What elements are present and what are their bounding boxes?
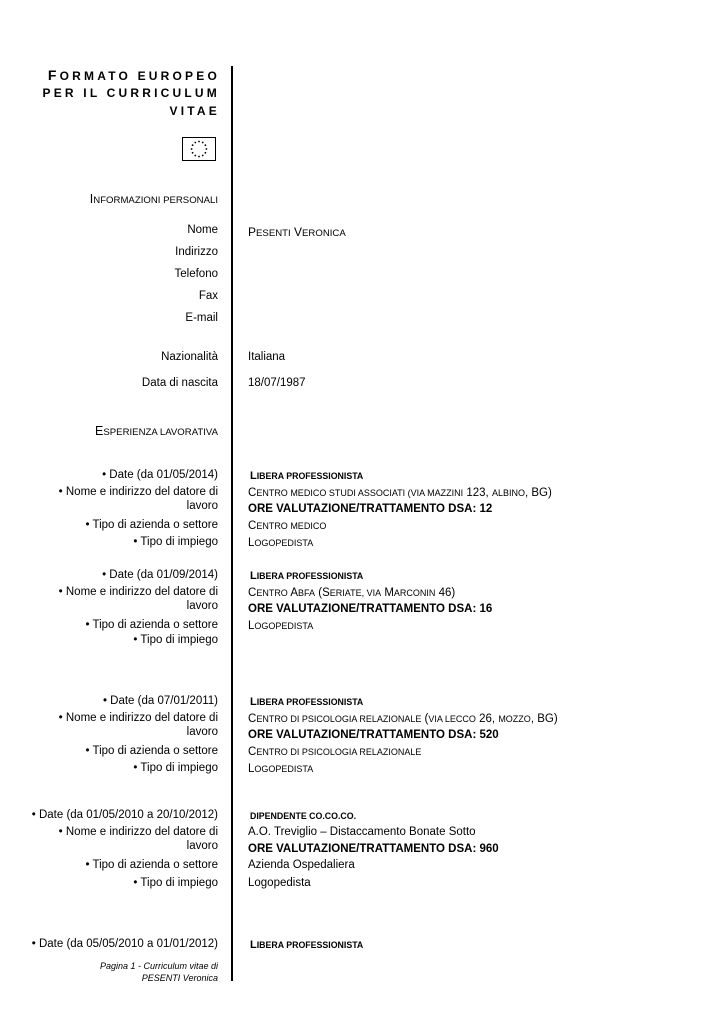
entry-3-date: • Date (da 07/01/2011) (102, 695, 218, 707)
entry-1-employer: CENTRO MEDICO STUDI ASSOCIATI (VIA MAZZINI 123, ALBINO, BG) (248, 487, 552, 499)
eu-flag-icon (182, 137, 216, 161)
entry-4-hours: ORE VALUTAZIONE/TRATTAMENTO DSA: 960 (248, 843, 499, 855)
entry-3-employer: CENTRO DI PSICOLOGIA RELAZIONALE (VIA LECCO 26, MOZZO, BG) (248, 713, 558, 725)
entry-4-sector-label: • Tipo di azienda o settore (85, 859, 218, 871)
entry-2-employer: CENTRO ABFA (SERIATE, VIA MARCONIN 46) (248, 587, 456, 599)
entry-2-employer-label: • Nome e indirizzo del datore di (58, 586, 218, 598)
entry-2-job: LOGOPEDISTA (248, 620, 314, 632)
entry-3-employer-label-2: lavoro (186, 726, 218, 738)
entry-3-job-label: • Tipo di impiego (133, 762, 218, 774)
entry-1-job: LOGOPEDISTA (248, 537, 314, 549)
entry-1-role: LIBERA PROFESSIONISTA (250, 470, 364, 482)
entry-3-job: LOGOPEDISTA (248, 763, 314, 775)
entry-1-employer-label-2: lavoro (186, 500, 218, 512)
entry-1-hours: ORE VALUTAZIONE/TRATTAMENTO DSA: 12 (248, 503, 493, 515)
label-nazionalita: Nazionalità (161, 351, 218, 363)
column-divider (231, 66, 233, 981)
entry-4-role: DIPENDENTE CO.CO.CO. (250, 811, 357, 821)
entry-3-sector: CENTRO DI PSICOLOGIA RELAZIONALE (248, 746, 422, 758)
entry-3-employer-label: • Nome e indirizzo del datore di (58, 712, 218, 724)
entry-4-sector: Azienda Ospedaliera (248, 859, 355, 871)
label-telefono: Telefono (174, 268, 218, 280)
entry-1-job-label: • Tipo di impiego (133, 536, 218, 548)
cv-title-line1: FORMATO EUROPEO (47, 67, 220, 83)
entry-2-date: • Date (da 01/09/2014) (102, 569, 218, 581)
label-indirizzo: Indirizzo (175, 246, 218, 258)
entry-2-role: LIBERA PROFESSIONISTA (250, 570, 364, 582)
label-email: E-mail (185, 312, 218, 324)
entry-4-employer-label: • Nome e indirizzo del datore di (58, 826, 218, 838)
entry-3-role: LIBERA PROFESSIONISTA (250, 696, 364, 708)
entry-2-employer-label-2: lavoro (186, 600, 218, 612)
footer-line1: Pagina 1 - Curriculum vitae di (99, 961, 218, 971)
value-nome: PESENTI VERONICA (248, 225, 346, 239)
value-nazionalita: Italiana (248, 351, 286, 363)
entry-2-sector-label: • Tipo di azienda o settore (85, 619, 218, 631)
section-heading-experience: ESPERIENZA LAVORATIVA (95, 424, 218, 438)
entry-1-date: • Date (da 01/05/2014) (102, 469, 218, 481)
entry-2-job-label: • Tipo di impiego (133, 634, 218, 646)
entry-2-hours: ORE VALUTAZIONE/TRATTAMENTO DSA: 16 (248, 603, 493, 615)
entry-4-employer-label-2: lavoro (186, 840, 218, 852)
entry-1-sector: CENTRO MEDICO (248, 520, 327, 532)
footer-line2: PESENTI Veronica (141, 973, 218, 983)
label-data-nascita: Data di nascita (141, 377, 218, 389)
entry-3-sector-label: • Tipo di azienda o settore (85, 745, 218, 757)
label-fax: Fax (198, 290, 218, 302)
label-nome: Nome (187, 224, 218, 236)
entry-4-job: Logopedista (248, 877, 311, 889)
section-heading-personal: INFORMAZIONI PERSONALI (89, 192, 218, 206)
entry-1-employer-label: • Nome e indirizzo del datore di (58, 486, 218, 498)
entry-4-job-label: • Tipo di impiego (133, 877, 218, 889)
entry-5-date: • Date (da 05/05/2010 a 01/01/2012) (31, 938, 218, 950)
entry-4-date: • Date (da 01/05/2010 a 20/10/2012) (31, 809, 218, 821)
cv-title-line3: VITAE (169, 104, 220, 118)
entry-1-sector-label: • Tipo di azienda o settore (85, 519, 218, 531)
entry-3-hours: ORE VALUTAZIONE/TRATTAMENTO DSA: 520 (248, 729, 499, 741)
entry-4-employer: A.O. Treviglio – Distaccamento Bonate Sotto (248, 826, 476, 838)
entry-5-role: LIBERA PROFESSIONISTA (250, 939, 364, 951)
value-data-nascita: 18/07/1987 (248, 377, 306, 389)
cv-title-line2: PER IL CURRICULUM (42, 86, 220, 100)
